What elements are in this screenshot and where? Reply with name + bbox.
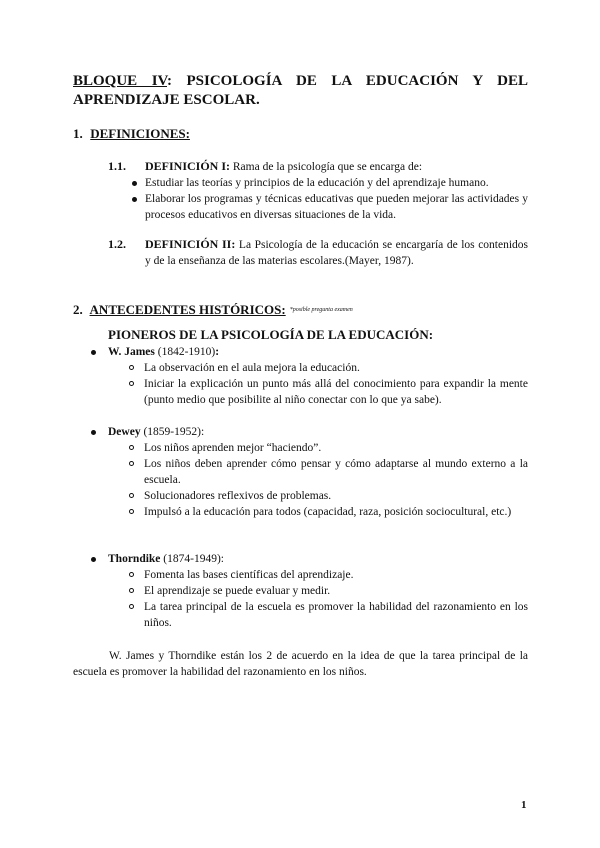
page-number: 1 <box>521 799 527 811</box>
pioneer-name: W. James <box>108 346 155 358</box>
pioneer-dates: (1874-1949) <box>160 553 221 565</box>
pioneers-subheading: PIONEROS DE LA PSICOLOGÍA DE LA EDUCACIÓN: <box>108 327 434 342</box>
title-block-label: BLOQUE IV <box>73 73 167 89</box>
list-item: Iniciar la explicación un punto más allá del conocimiento para expandir la mente (punto medio que posibilite al niño conectar con lo que ya sabe). <box>144 376 528 408</box>
list-item: La tarea principal de la escuela es promover la habilidad del razonamiento en los niños. <box>144 599 528 631</box>
list-item: Los niños deben aprender cómo pensar y cómo adaptarse al mundo externo a la escuela. <box>144 456 528 488</box>
bullet-icon <box>132 197 137 202</box>
circle-bullet-icon <box>129 604 134 609</box>
definition-text: La Psicología de la educación se encargaría de los contenidos y de la enseñanza de las materias escolares.(Mayer, 1987). <box>145 239 529 267</box>
definition-label: DEFINICIÓN II: <box>145 237 236 251</box>
pioneer-dates: (1842-1910) <box>154 346 216 358</box>
bullet-icon <box>91 557 96 562</box>
page-title <box>73 72 528 110</box>
pioneer-name: Dewey <box>108 426 141 438</box>
definition-number: 1.1. <box>108 159 126 173</box>
pioneer-name: Thorndike <box>108 553 161 565</box>
pioneer-item-list <box>108 360 528 408</box>
circle-bullet-icon <box>129 588 134 593</box>
section-number: 1. <box>73 126 83 141</box>
list-item: El aprendizaje se puede evaluar y medir. <box>144 583 528 599</box>
list-item: La observación en el aula mejora la educación. <box>144 360 528 376</box>
definition-label: DEFINICIÓN I: <box>145 159 231 173</box>
list-item: Los niños aprenden mejor “haciendo”. <box>144 440 528 456</box>
pioneer-dewey: Dewey (1859-1952): Los niños aprenden mejor “haciendo”. Los niños deben aprender cómo pensar y cómo adaptarse al mundo externo a la escuela. Solucionadores reflexivos de problemas. Impulsó a la educación para todos (capacidad, raza, posición sociocultural, etc.) <box>108 424 528 520</box>
definition-2 <box>108 236 528 269</box>
list-item: Solucionadores reflexivos de problemas. <box>144 488 528 504</box>
pioneer-dates: (1859-1952) <box>140 426 201 438</box>
circle-bullet-icon <box>129 509 134 514</box>
circle-bullet-icon <box>129 572 134 577</box>
section-heading-antecedentes <box>73 302 353 318</box>
definition-number: 1.2. <box>108 237 126 251</box>
section-number: 2. <box>73 302 83 317</box>
pioneer-item-list <box>108 440 528 520</box>
pioneer-item-list <box>108 567 528 631</box>
list-item: Estudiar las teorías y principios de la educación y del aprendizaje humano. <box>145 175 528 191</box>
definition-1 <box>108 158 528 223</box>
bullet-icon <box>91 350 96 355</box>
circle-bullet-icon <box>129 381 134 386</box>
section-title: DEFINICIONES: <box>90 126 190 141</box>
closing-paragraph: W. James y Thorndike están los 2 de acuerdo en la idea de que la tarea principal de la escuela es promover la habilidad del razonamiento en los niños. <box>73 650 528 678</box>
circle-bullet-icon <box>129 461 134 466</box>
title-text: : PSICOLOGÍA DE LA EDUCACIÓN Y DEL APRENDIZAJE ESCOLAR. <box>73 73 529 108</box>
section-heading-definiciones <box>73 126 190 142</box>
list-item: Impulsó a la educación para todos (capacidad, raza, posición sociocultural, etc.) <box>144 504 528 520</box>
circle-bullet-icon <box>129 365 134 370</box>
list-item: Elaborar los programas y técnicas educativas que pueden mejorar las actividades y procesos educativos en diversas situaciones de la vida. <box>145 191 528 223</box>
circle-bullet-icon <box>129 493 134 498</box>
section-title: ANTECEDENTES HISTÓRICOS: <box>89 302 286 317</box>
definition-bullet-list <box>145 175 528 223</box>
pioneer-thorndike: Thorndike (1874-1949): Fomenta las bases científicas del aprendizaje. El aprendizaje se puede evaluar y medir. La tarea principal de la escuela es promover la habilidad del razonamiento en los niños. <box>108 551 528 631</box>
list-item: Fomenta las bases científicas del aprendizaje. <box>144 567 528 583</box>
circle-bullet-icon <box>129 445 134 450</box>
pioneer-james: W. James (1842-1910): La observación en el aula mejora la educación. Iniciar la explicación un punto más allá del conocimiento para expandir la mente (punto medio que posibilite al niño conectar con lo que ya sabe). <box>108 344 528 408</box>
exam-note: *posible pregunta examen <box>289 307 353 313</box>
definition-text: Rama de la psicología que se encarga de: <box>232 161 423 173</box>
bullet-icon <box>91 430 96 435</box>
bullet-icon <box>132 181 137 186</box>
